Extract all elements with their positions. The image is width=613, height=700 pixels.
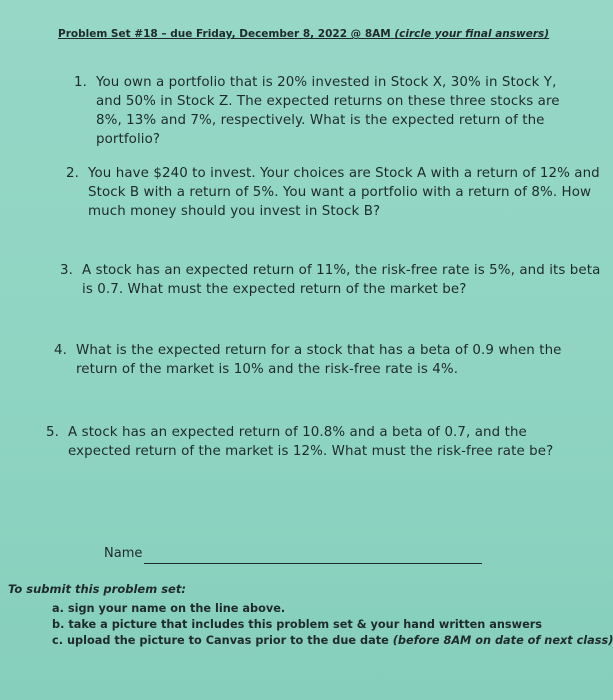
step-letter: c. [52, 634, 63, 647]
step-text: take a picture that includes this problem set & your hand written answers [68, 618, 543, 631]
step-text: upload the picture to Canvas prior to the due date [66, 634, 389, 647]
step-deadline-note: (before 8AM on date of next class) [392, 634, 613, 647]
question-text: You own a portfolio that is 20% invested in Stock X, 30% in Stock Y, and 50% in Stock Z. The expected returns on these three stocks are 8%, 13% and 7%, respectively. What is the expected return of the portfolio? [96, 75, 560, 147]
step-letter: a. [52, 602, 64, 615]
page-title [58, 28, 549, 40]
step-text: sign your name on the line above. [67, 602, 286, 615]
submit-steps [52, 601, 613, 649]
title-text: Problem Set #18 – due Friday, December 8, 2022 @ 8AM [58, 28, 391, 40]
title-note: (circle your final answers) [394, 28, 550, 40]
question-number: 3. [60, 263, 73, 278]
question-number: 1. [74, 75, 87, 90]
submit-step-a [52, 601, 613, 617]
question-number: 2. [66, 166, 79, 181]
question-text: What is the expected return for a stock that has a beta of 0.9 when the return of the market is 10% and the risk-free rate is 4%. [76, 343, 562, 377]
submit-heading: To submit this problem set: [8, 582, 186, 596]
step-letter: b. [52, 618, 65, 631]
name-signature-line [144, 563, 482, 564]
submit-step-b [52, 617, 613, 633]
question-text: A stock has an expected return of 10.8% and a beta of 0.7, and the expected return of the market is 12%. What must the risk-free rate be? [68, 425, 554, 459]
name-label: Name [104, 546, 143, 561]
submit-step-c [52, 633, 613, 649]
question-number: 4. [54, 343, 67, 358]
question-text: A stock has an expected return of 11%, the risk-free rate is 5%, and its beta is 0.7. What must the expected return of the market be? [82, 263, 601, 297]
question-number: 5. [46, 425, 59, 440]
question-text: You have $240 to invest. Your choices are Stock A with a return of 12% and Stock B with a return of 5%. You want a portfolio with a return of 8%. How much money should you invest in Stock B? [88, 166, 600, 219]
